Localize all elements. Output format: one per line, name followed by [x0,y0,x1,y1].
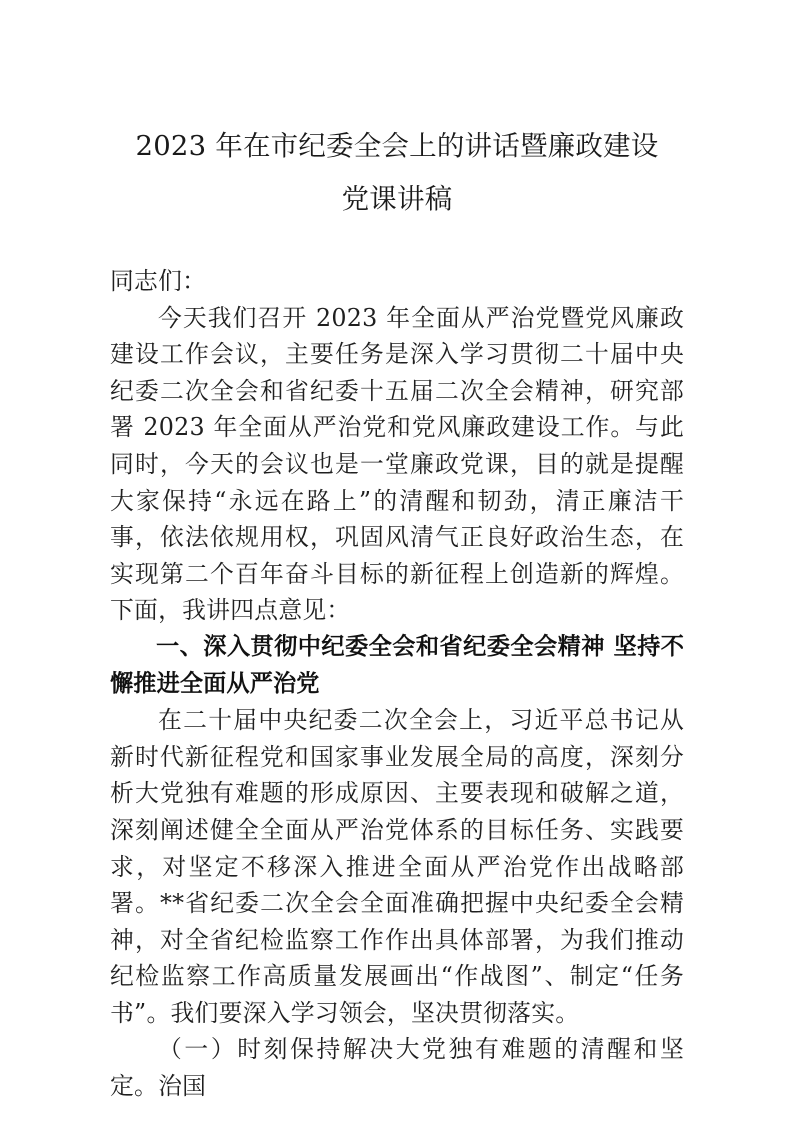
document-title-line-1: 2023 年在市纪委全会上的讲话暨廉政建设 [135,130,659,162]
document-title-line-2: 党课讲稿 [341,183,453,215]
paragraph-opening-remarks: 今天我们召开 2023 年全面从严治党暨党风廉政建设工作会议，主要任务是深入学习贯彻二十届中央纪委二次全会和省纪委十五届二次全会精神，研究部署 2023 年全面从严治党和党风廉政建设工作。与此同时，今天的会议也是一堂廉政党课，目的就是提醒大家保持“永远在路上”的清醒和韧劲，清正廉洁干事，依法依规用权，巩固风清气正良好政治生态，在实现第二个百年奋斗目标的新征程上创造新的辉煌。下面，我讲四点意见： [110,303,684,625]
paragraph-plenary-session-spirit: 在二十届中央纪委二次全会上，习近平总书记从新时代新征程党和国家事业发展全局的高度，深刻分析大党独有难题的形成原因、主要表现和破解之道，深刻阐述健全全面从严治党体系的目标任务、实践要求，对坚定不移深入推进全面从严治党作出战略部署。**省纪委二次全会全面准确把握中央纪委全会精神，对全省纪检监察工作作出具体部署，为我们推动纪检监察工作高质量发展画出“作战图”、制定“任务书”。我们要深入学习领会，坚决贯彻落实。 [110,706,684,1027]
section-heading-1: 一、深入贯彻中纪委全会和省纪委全会精神 坚持不懈推进全面从严治党 [110,632,684,697]
title-body-spacer [110,226,684,263]
salutation: 同志们： [110,267,207,295]
document-content [110,120,684,1105]
paragraph-subsection-one: （一）时刻保持解决大党独有难题的清醒和坚定。治国 [110,1035,684,1101]
